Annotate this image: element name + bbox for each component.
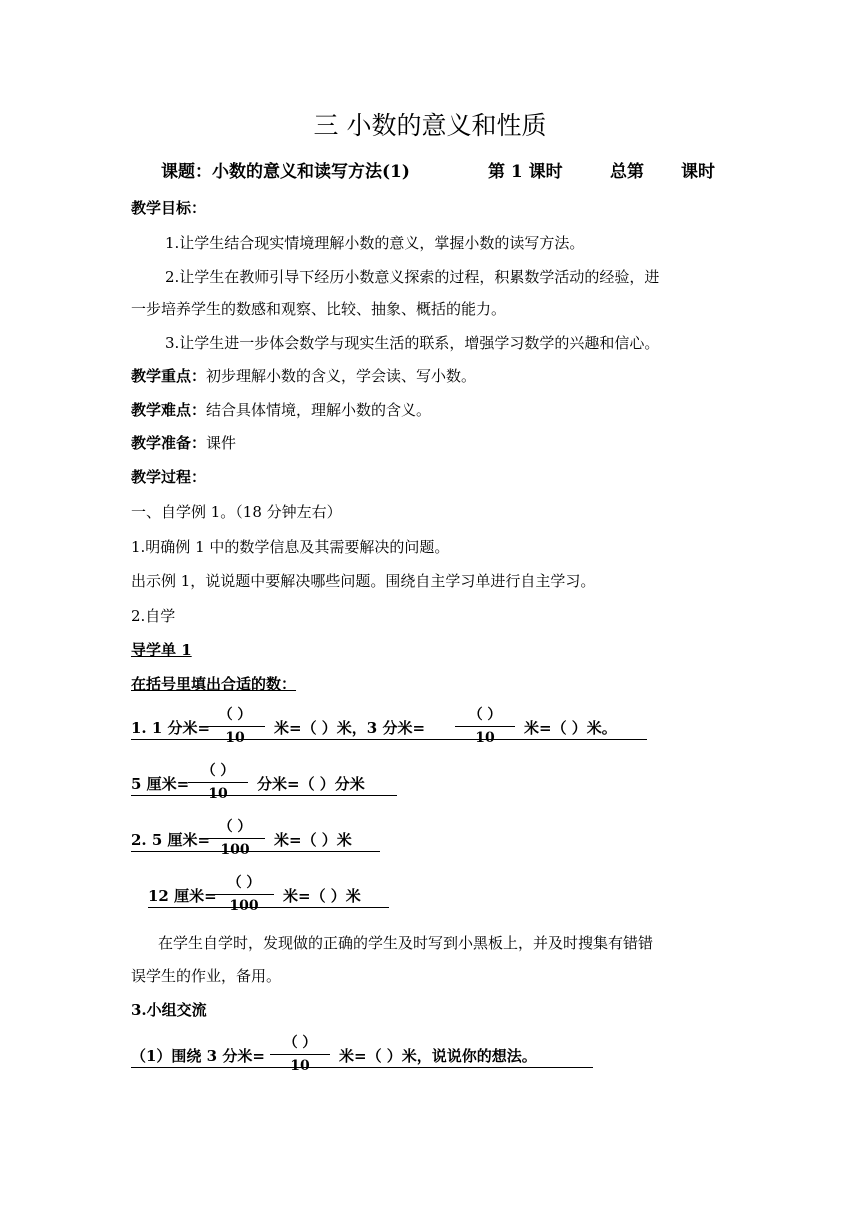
fraction-numerator: （ ） [227, 875, 261, 891]
fraction-1b [455, 705, 515, 748]
fraction-denominator: 10 [225, 730, 245, 746]
exercise-1a-prefix: 1. 1 分米= [131, 719, 211, 737]
page-title: 三 小数的意义和性质 [313, 111, 547, 140]
fraction-denominator: 10 [290, 1058, 310, 1074]
difficulty-text: 结合具体情境，理解小数的含义。 [206, 401, 432, 419]
section-1-heading: 一、自学例 1。（18 分钟左右） [131, 503, 342, 521]
step-3: 3.小组交流 [131, 1001, 207, 1019]
objective-3: 3.让学生进一步体会数学与现实生活的联系，增强学习数学的兴趣和信心。 [165, 334, 660, 352]
fraction-bar [270, 1054, 330, 1055]
fraction-bar [205, 838, 265, 839]
discussion-underline [131, 1067, 593, 1068]
exercise-2-underline [131, 795, 397, 796]
exercise-1b-suffix: 米=（ ）米。 [524, 719, 617, 737]
teacher-note-line2: 误学生的作业，备用。 [131, 967, 282, 985]
difficulty-label: 教学难点： [131, 401, 207, 419]
fraction-bar [205, 726, 265, 727]
key-point [131, 366, 476, 386]
exercise-1a-suffix: 米=（ ）米，3 分米= [274, 719, 426, 737]
exercise-2-prefix: 5 厘米= [131, 775, 190, 793]
step-1: 1.明确例 1 中的数学信息及其需要解决的问题。 [131, 538, 450, 556]
fraction-4 [214, 873, 274, 916]
discussion-prefix: （1）围绕 3 分米= [131, 1047, 265, 1065]
preparation-label: 教学准备： [131, 434, 207, 452]
objective-1: 1.让学生结合现实情境理解小数的意义，掌握小数的读写方法。 [165, 234, 585, 252]
process-heading: 教学过程： [131, 468, 207, 486]
discussion-suffix: 米=（ ）米，说说你的想法。 [339, 1047, 537, 1065]
teacher-note-line1: 在学生自学时，发现做的正确的学生及时写到小黑板上，并及时搜集有错错 [158, 934, 654, 952]
objectives-heading: 教学目标： [131, 199, 207, 217]
exercise-3-suffix: 米=（ ）米 [274, 831, 352, 849]
key-point-text: 初步理解小数的含义，学会读、写小数。 [206, 367, 477, 385]
total-lesson-label: 总第 [610, 162, 644, 182]
lesson-topic: 课题：小数的意义和读写方法(1) [161, 162, 410, 182]
preparation-text: 课件 [206, 434, 237, 452]
lesson-number: 第 1 课时 [488, 162, 563, 182]
exercise-4-underline [148, 907, 389, 908]
objective-2-line2: 一步培养学生的数感和观察、比较、抽象、概括的能力。 [131, 300, 507, 318]
fraction-numerator: （ ） [283, 1035, 317, 1051]
exercise-2-suffix: 分米=（ ）分米 [257, 775, 365, 793]
guide-title: 导学单 1 [131, 641, 192, 659]
fraction-denominator: 10 [475, 730, 495, 746]
fraction-denominator: 100 [220, 842, 250, 858]
step-2: 2.自学 [131, 607, 176, 625]
fraction-denominator: 10 [208, 786, 228, 802]
preparation [131, 433, 236, 453]
difficulty [131, 400, 431, 420]
fraction-numerator: （ ） [201, 763, 235, 779]
exercise-4-suffix: 米=（ ）米 [283, 887, 361, 905]
fraction-numerator: （ ） [218, 819, 252, 835]
exercise-3-underline [131, 851, 380, 852]
exercise-4-prefix: 12 厘米= [148, 887, 217, 905]
guide-instruction: 在括号里填出合适的数： [131, 675, 297, 693]
fraction-discussion [270, 1033, 330, 1076]
fraction-numerator: （ ） [468, 707, 502, 723]
fraction-bar [188, 782, 248, 783]
total-lesson-suffix: 课时 [681, 162, 715, 182]
exercise-1-underline [131, 739, 647, 740]
fraction-numerator: （ ） [218, 707, 252, 723]
fraction-2 [188, 761, 248, 804]
fraction-bar [455, 726, 515, 727]
fraction-3 [205, 817, 265, 860]
step-1-detail: 出示例 1，说说题中要解决哪些问题。围绕自主学习单进行自主学习。 [131, 572, 596, 590]
fraction-1a [205, 705, 265, 748]
exercise-3-prefix: 2. 5 厘米= [131, 831, 211, 849]
fraction-denominator: 100 [229, 898, 259, 914]
objective-2-line1: 2.让学生在教师引导下经历小数意义探索的过程，积累数学活动的经验，进 [165, 268, 660, 286]
key-point-label: 教学重点： [131, 367, 207, 385]
fraction-bar [214, 894, 274, 895]
